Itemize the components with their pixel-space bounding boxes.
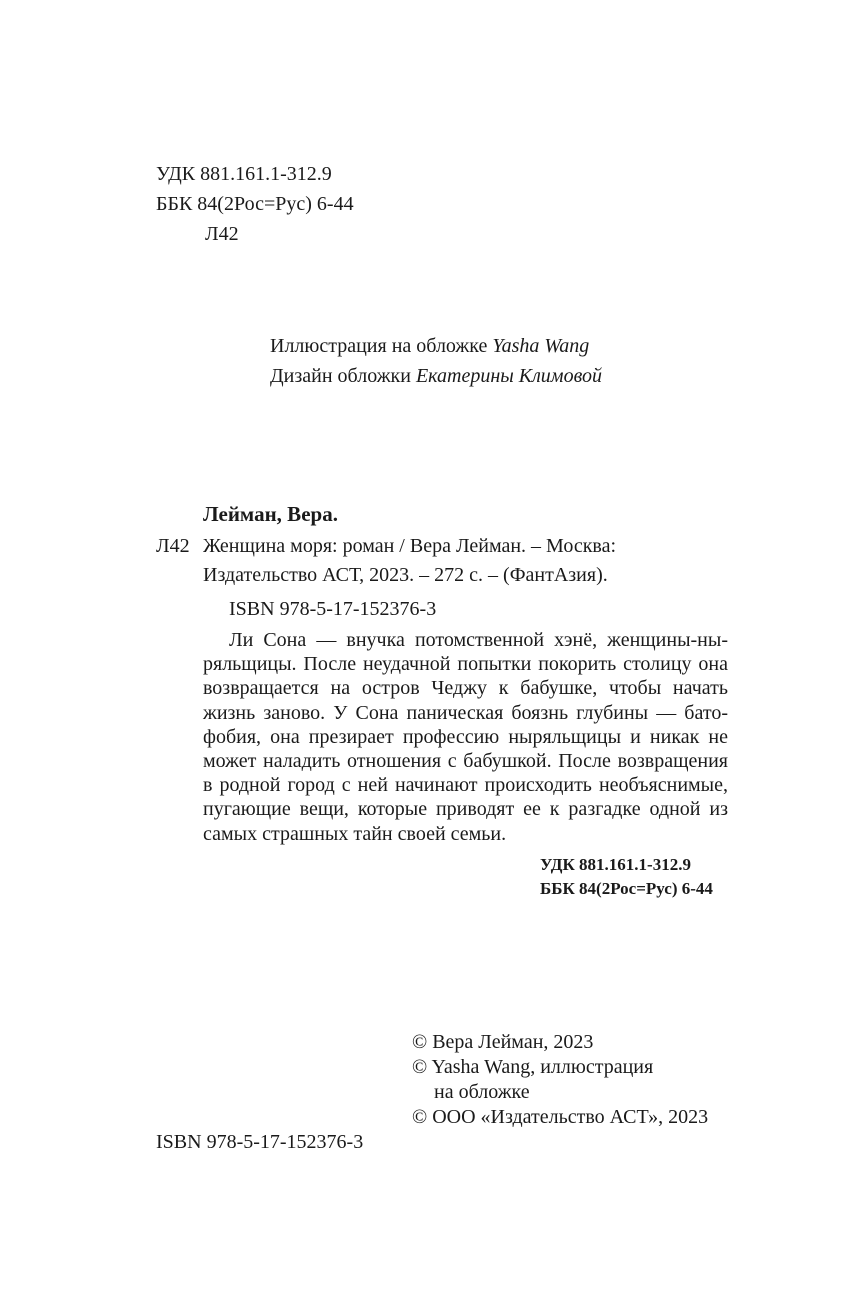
design-credit	[270, 364, 602, 394]
copyright-publisher: © ООО «Издательство АСТ», 2023	[412, 1106, 709, 1128]
catalog-imprint-line: Издательство АСТ, 2023. – 272 с. – (ФантАзия).	[203, 564, 608, 586]
copyright-author: © Вера Лейман, 2023	[412, 1031, 594, 1053]
illustration-credit	[270, 334, 602, 364]
catalog-udk: УДК 881.161.1-312.9	[540, 855, 691, 874]
top-classification-codes	[156, 162, 354, 252]
designer-name: Екатерины Климовой	[415, 365, 602, 387]
catalog-title-line: Женщина моря: роман / Вера Лейман. – Москва:	[203, 535, 617, 557]
illustration-label: Иллюстрация на обложке	[270, 335, 493, 357]
cover-credits	[270, 334, 602, 394]
catalog-author-mark: Л42	[156, 535, 190, 557]
catalog-isbn: ISBN 978-5-17-152376-3	[229, 598, 437, 620]
copyright-illustration-cont: на обложке	[434, 1081, 530, 1103]
copyright-illustration: © Yasha Wang, иллюстрация	[412, 1056, 654, 1078]
udk-code: УДК 881.161.1-312.9	[156, 163, 332, 185]
author-mark: Л42	[205, 223, 239, 245]
book-annotation: Ли Сона — внучка потомственной хэнё, женщины-ныряльщицы. После неудачной попытки покорить столицу она возвращается на остров Чеджу к бабушке, чтобы начать жизнь заново. У Сона паническая боязнь глубины — батофобия, она презирает профессию ныряльщицы и никак не может наладить отношения с бабушкой. После возвращения в родной город с ней начинают происходить необъяснимые, пугающие вещи, которые приводят ее к разгадке одной из самых страшных тайн своей семьи.	[203, 629, 728, 845]
design-label: Дизайн обложки	[270, 365, 416, 387]
catalog-author: Лейман, Вера.	[203, 502, 338, 526]
copyright-block	[412, 1030, 708, 1130]
catalog-bbk: ББК 84(2Рос=Рус) 6-44	[540, 879, 713, 898]
catalog-classification-codes	[540, 854, 713, 902]
bbk-code: ББК 84(2Рос=Рус) 6-44	[156, 193, 354, 215]
footer-isbn: ISBN 978-5-17-152376-3	[156, 1131, 364, 1153]
illustrator-name: Yasha Wang	[492, 335, 590, 357]
